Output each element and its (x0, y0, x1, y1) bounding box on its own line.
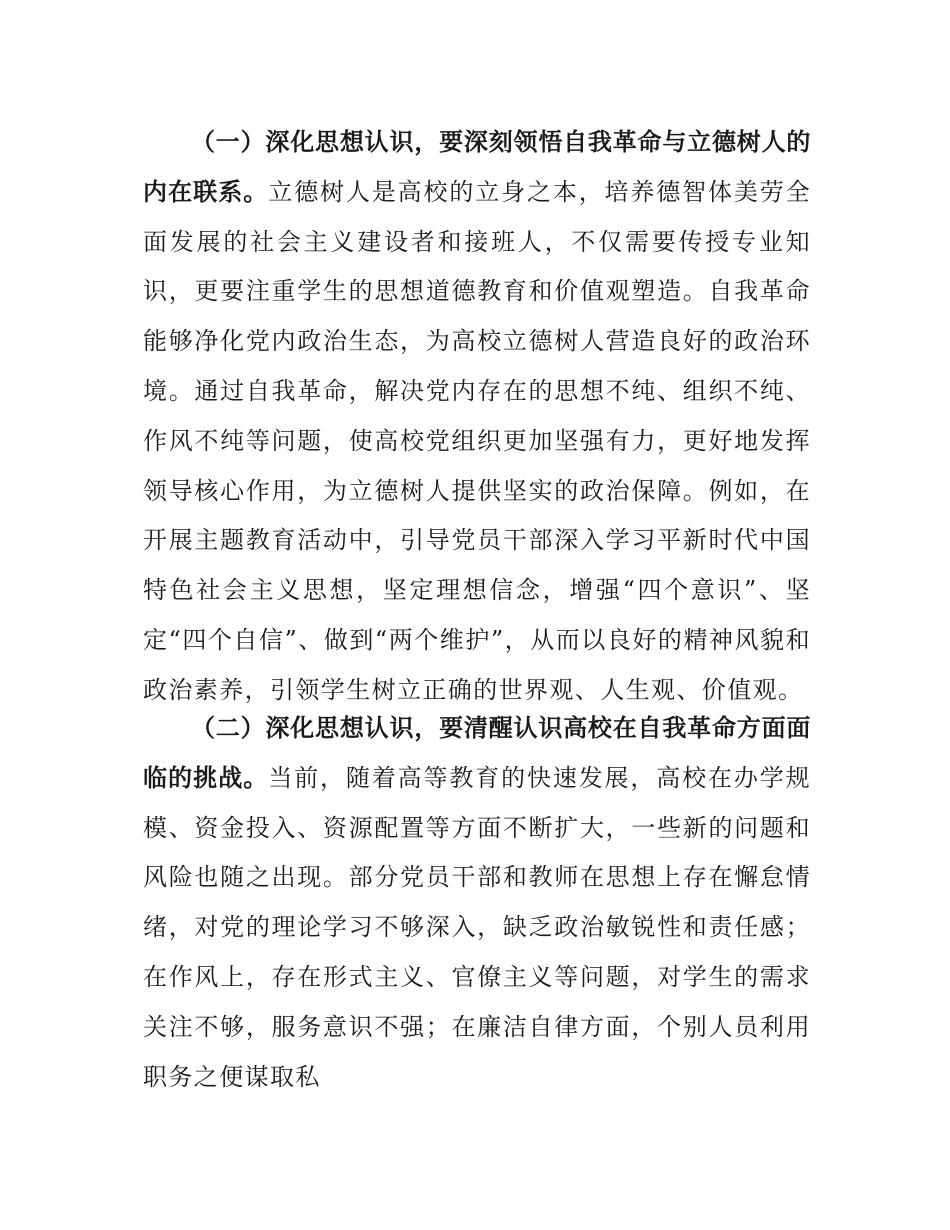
paragraph-2-heading: （二）深化思想认识，要清醒认识高校在自我革命方面面临的挑战。 (143, 714, 811, 792)
paragraph-1-heading: （一）深化思想认识，要深刻领悟自我革命与立德树人的内在联系。 (143, 128, 811, 206)
paragraph-2 (143, 704, 811, 1102)
paragraph-1 (143, 118, 811, 716)
paragraph-1-body: 立德树人是高校的立身之本，培养德智体美劳全面发展的社会主义建设者和接班人，不仅需要传授专业知识，更要注重学生的思想道德教育和价值观塑造。自我革命能够净化党内政治生态，为高校立德树人营造良好的政治环境。通过自我革命，解决党内存在的思想不纯、组织不纯、作风不纯等问题，使高校党组织更加坚强有力，更好地发挥领导核心作用，为立德树人提供坚实的政治保障。例如，在开展主题教育活动中，引导党员干部深入学习平新时代中国特色社会主义思想，坚定理想信念，增强“四个意识”、坚定“四个自信”、做到“两个维护”，从而以良好的精神风貌和政治素养，引领学生树立正确的世界观、人生观、价值观。 (143, 177, 812, 704)
paragraph-2-body: 当前，随着高等教育的快速发展，高校在办学规模、资金投入、资源配置等方面不断扩大，一些新的问题和风险也随之出现。部分党员干部和教师在思想上存在懈怠情绪，对党的理论学习不够深入，缺乏政治敏锐性和责任感；在作风上，存在形式主义、官僚主义等问题，对学生的需求关注不够，服务意识不强；在廉洁自律方面，个别人员利用职务之便谋取私 (143, 763, 812, 1091)
